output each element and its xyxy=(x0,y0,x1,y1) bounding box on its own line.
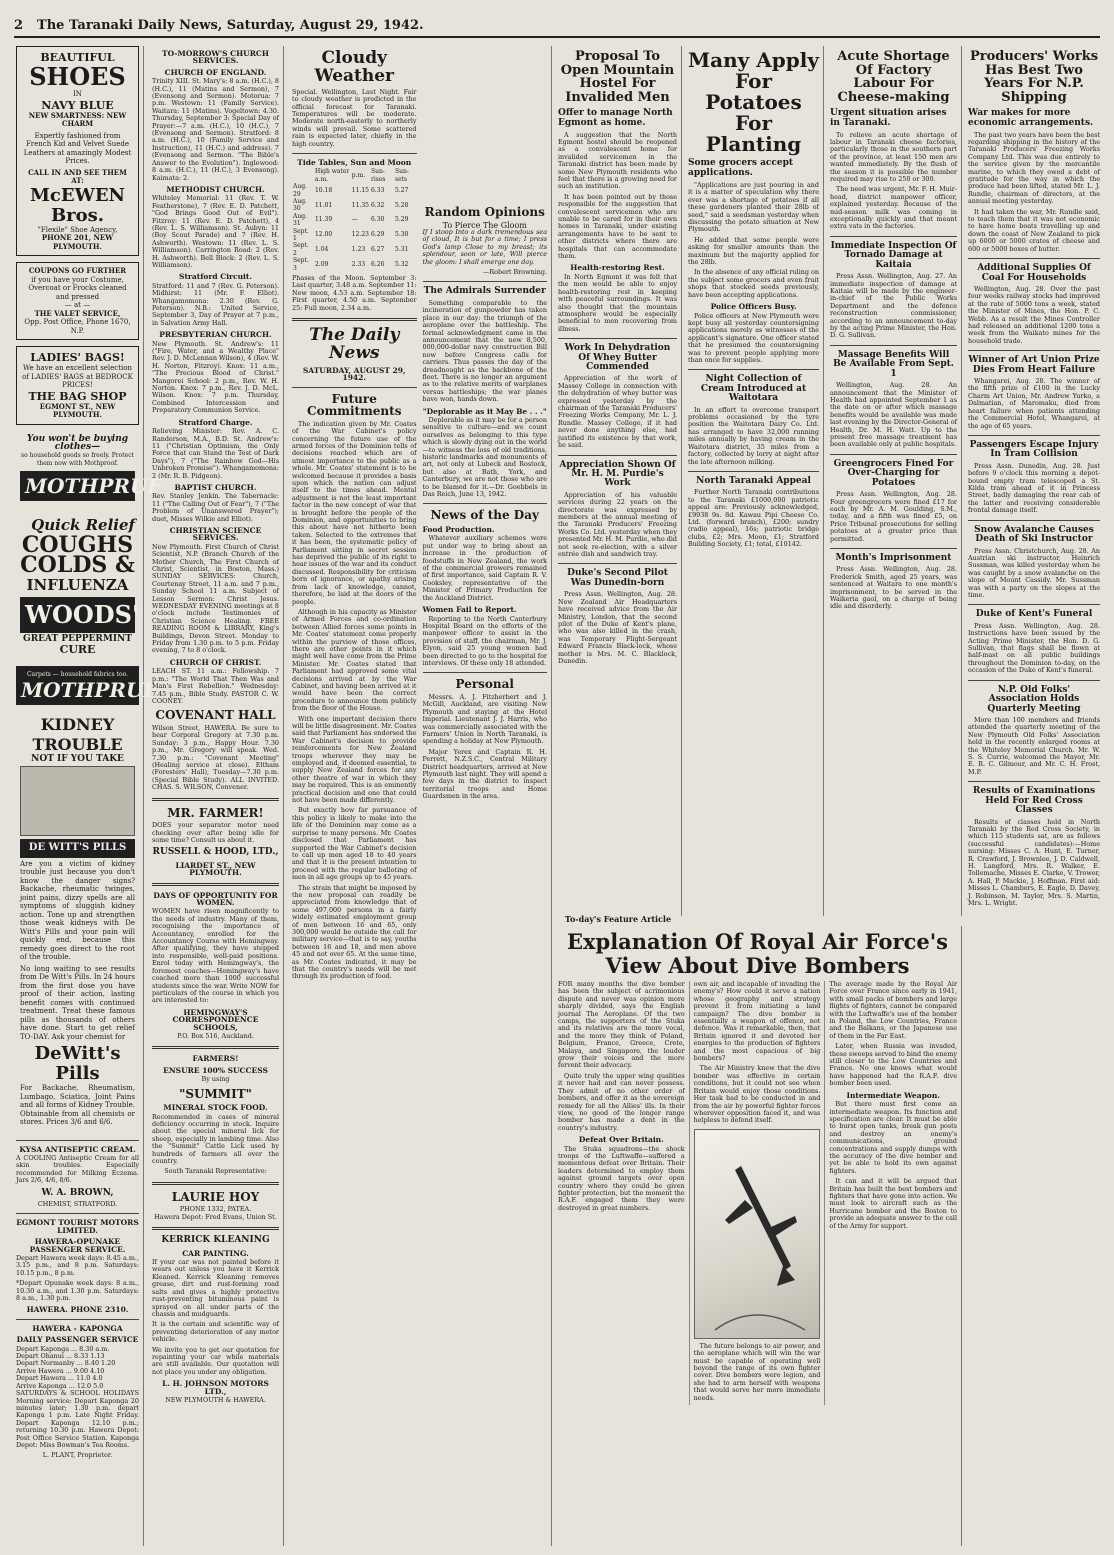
random-opinions-headline: Random Opinions xyxy=(424,205,545,219)
feature-article xyxy=(554,926,962,1546)
tide-header-cell: Sun-sets xyxy=(395,168,409,183)
massage-headline: Massage Benefits Will Be Available From Sept. 1 xyxy=(833,349,954,379)
kaitaia-body: Press Assn. Wellington, Aug. 27. An immediate inspection of damage at Kaitaia will be made by the engineer-in-chief of the Public Works Department and the defence reconstruction commissioner, according to an announcement to-day by the acting Prime Minister, the Hon. D. G. Sullivan. xyxy=(830,272,957,340)
table-row: Sept. 1 12.00 12.23 6.29 5.30 xyxy=(293,227,409,242)
ad-kerrick-body3: We invite you to get our quotation for repainting your car while materials are still available. Our quotation will not place you under any obligation. xyxy=(152,1345,279,1376)
ad-laurie-l2: PHONE 1332, PATEA. xyxy=(179,1205,252,1214)
potatoes-body: In the absence of any official ruling on the subject some grocers and even fruit shops that stocked seeds previously, have been accepting applications. xyxy=(688,268,819,299)
ad-kapo-row: Depart Ohanui ... 8.33 1.13 xyxy=(16,1352,105,1361)
imprisonment-headline: Month's Imprisonment xyxy=(835,552,952,563)
ad-shoes-phone: PHONE 201, NEW PLYMOUTH. xyxy=(41,233,114,251)
table-row: Aug. 29 10.18 11.15 6.33 5.27 xyxy=(293,183,409,198)
table-row: Sept. 3 2.09 2.33 6.26 5.32 xyxy=(293,257,409,272)
feature-body: own air, and incapable of invading the enemy's? How could it serve a nation whose geography and strategy prevent it from initiating a land campaign? The dive bomber is essentially a weapon of offence, not defence. Was it remarkable, then, that Britain ignored it and devoted her energies to the production of fighters and the most capacious of big bombers? xyxy=(693,980,821,1063)
church-section-title: Stratford Charge. xyxy=(178,417,253,427)
tide-header-cell xyxy=(292,168,314,183)
feature-illustration-image xyxy=(694,1129,821,1339)
tide-header-cell: High water a.m. xyxy=(314,168,350,183)
tide-header-cell: p.m. xyxy=(351,172,366,180)
feature-body: The future belongs to air power, and the aeroplane which will win the war must be capable of operating well beyond the range of its own fighter cover. Dive bombers were legion, and she had to arm herself with weapons that would serve her more immediate needs. xyxy=(693,1341,821,1402)
tides-headline: Tide Tables, Sun and Moon xyxy=(297,157,412,167)
hostel-body: It has been pointed out by those responsible for the suggestion that convalescent servicemen who are unable to be cared for in their own homes in Taranaki, under existing arrangements have to be sent to other districts where there are hospitals that can accommodate them. xyxy=(558,192,677,261)
newspaper-nameplate: The Daily News xyxy=(309,325,400,363)
ad-woods-l6: GREAT PEPPERMINT xyxy=(23,633,132,644)
potatoes-subhead: Police Officers Busy. xyxy=(710,302,797,312)
ad-kapo-l2: DAILY PASSENGER SERVICE xyxy=(16,1335,139,1345)
feature-body: It can and it will be argued that Britain has built the best bombers and fighters that have gone into action. We must look to aircraft such as the Hurricane bomber and the Boston to provide an adequate answer to the call of the Army for support. xyxy=(829,1177,958,1230)
funeral-body: Press Assn. Wellington, Aug. 28. Instructions have been issued by the Acting Prime Minister, the Hon. D. G. Sullivan, that flags shall be flown at half-mast on all public buildings throughout the Dominion to-day, on the occasion of the Duke of Kent's funeral. xyxy=(968,621,1100,675)
future-headline: Future Commitments xyxy=(307,391,402,419)
ad-kysa-l1: KYSA ANTISEPTIC CREAM. xyxy=(19,1144,136,1154)
ad-woods-l1: Quick Relief xyxy=(31,515,135,534)
moon-phases: Phases of the Moon. September 3: Last quarter, 3.48 a.m. September 11: New moon, 4.53 a.m. September 18: First quarter, 4.50 a.m. September 25: Full moon, 2.34 a.m. xyxy=(292,274,417,312)
notd-subhead: Food Production. xyxy=(422,525,495,535)
church-section xyxy=(152,186,279,269)
ad-kapo-row: Depart Normanby ... 8.40 1.20 xyxy=(16,1359,116,1368)
ad-kapo-l1: HAWERA - KAPONGA xyxy=(32,1323,123,1333)
news-of-the-day-headline: News of the Day xyxy=(430,508,539,523)
ad-valet-l2: if you have your Costume, Overcoat or Frocks cleaned and pressed xyxy=(28,275,127,301)
ad-dewitt-portrait-image xyxy=(20,766,135,836)
ad-egmont-l4: *Depart Opunake week days: 8 a.m., 10.30 a.m., and 1.30 p.m. Saturdays: 8 a.m., 1.30 p.m. xyxy=(16,1279,139,1303)
ad-egmont-l3: Depart Hawera week days: 8.45 a.m., 3.15 p.m., and 8 p.m. Saturdays: 10.15 p.m., 8 p.m. xyxy=(16,1254,139,1277)
personal-headline: Personal xyxy=(455,677,514,692)
ad-moth2-l1: Carpets — household fabrics too. xyxy=(26,671,129,678)
ad-summit-l5: MINERAL STOCK FOOD. xyxy=(163,1103,268,1113)
coal-body: Wellington, Aug. 28. Over the past four weeks railway stocks had improved at the rate of 5000 tons a week, stated the Minister of Mines, the Hon. P. C. Webb. As a result the Mines Controller had released an additional 1200 tons a week from the Waikato mines for the household trade. xyxy=(968,284,1100,345)
table-row: Sept. 2 1.04 1.23 6.27 5.31 xyxy=(293,242,409,257)
church-section xyxy=(152,659,279,705)
greengrocers-headline: Greengrocers Fined For Over-Charging for Potatoes xyxy=(833,458,954,488)
feature-body: Later, when Russia was invaded, these sweeps served to bind the enemy still closer to the Low Countries and France. No one knows what would have happened had the R.A.F. dive bomber been used. xyxy=(829,1042,958,1088)
works-headline: Producers' Works Has Best Two Years For N.P. Shipping xyxy=(969,49,1099,105)
ad-hemingway-l3: P.O. Box 516, Auckland. xyxy=(177,1031,254,1040)
ad-summit-l2: ENSURE 100% SUCCESS xyxy=(163,1065,268,1075)
ad-dewitt-l1: KIDNEY TROUBLE xyxy=(32,714,123,754)
ad-bag-shop xyxy=(16,346,139,425)
ad-kerrick-l1: KERRICK KLEANING xyxy=(161,1235,270,1246)
admirals-subhead: "Deplorable as it May Be . . ." xyxy=(422,406,547,416)
ad-woods-l3: COLDS & xyxy=(20,551,135,578)
ad-egmont-l2: HAWERA-OPUNAKE PASSENGER SERVICE. xyxy=(29,1237,126,1254)
column-church-services xyxy=(148,46,284,1546)
church-section-body: Whiteley Memorial: 11 (Rev. T. W. Featherstone), 7 (Rev. E. D. Patchett, "God Brings Good Out of Evil"). Fitzroy: 11 (Rev. E. D. Patchett), 4 (Rev. L. S. Williamson). St. Aubyn: 11 (Boy Scout Parade) and 7 (Rev. H. Ashworth). Westown: 11 (Rev. L. S. Williamson). Carrington Road: 2 (Rev. H. Ashworth). Bell Block: 2 (Rev. L. S. Williamson). xyxy=(152,194,279,269)
cheese-body: To relieve an acute shortage of labour in Taranaki cheese factories, particularly those in the southern part of the province, at least 150 men are wanted immediately. By the flush of the season it is possible the number required may rise to 250 or 300. xyxy=(830,130,957,183)
feature-body: But there must first come an intermediate weapon. Its function and specification are clear. It must be able to burst open tanks, break gun posts and destroy an enemy's communications, ground concentrations and supply dumps with the accuracy of the dive bomber and yet be able to hold its own against fighters. xyxy=(829,1100,958,1175)
ad-bags-l4: EGMONT ST., NEW PLYMOUTH. xyxy=(39,401,116,419)
personal-body: Major Yerex and Captain R. H. Perrett, N.Z.S.C., Central Military District headquarters, arrived at New Plymouth last night. They will spend a few days in the district to inspect territorial troops and Home Guardsmen in the area. xyxy=(422,747,547,801)
church-section xyxy=(152,419,279,480)
ad-kerrick-kleaning xyxy=(152,1236,279,1404)
church-section-body: Wilson Street, HAWERA. Be sure to hear Corporal Gregory at 7.30 p.m. Sunday: 3 p.m., Happy Hour. 7.30 p.m., Mr. Gregory will speak. Wed. 7.30 p.m.: "Covenant Meeting" (Healing service at close). Eltham (Foresters' Hall), Tuesday—7.30 p.m. (Special Bible Study). ALL INVITED. CHAS. S. WILSON, Convener. xyxy=(152,723,279,792)
ad-dewitt-body2: No long waiting to see results from De Witt's Pills. In 24 hours from the first dose you have proof of their action, lasting benefit comes with continued treatment. Treat these famous pills as thousands of others have done. Start to get relief TO-DAY. Ask your chemist for xyxy=(20,964,135,1041)
tide-table-header-row xyxy=(292,168,417,183)
ad-laurie-l1: LAURIE HOY xyxy=(171,1189,260,1204)
hostel-body: A suggestion that the North Egmont hostel should be reopened as a convalescent home for invalided servicemen in the Taranaki district has been made by some New Plymouth residents who feel that there is a growing need for such an institution. xyxy=(558,130,677,191)
church-section-body: Trinity XIII. St. Mary's: 8 a.m. (H.C.), 8 (H.C.), 11 (Matins and Sermon), 7 (Evensong and Sermon). Motorua: 7 p.m. Westown: 11 (Family Service). Waitara: 11 (Matins). Vogeltown: 4.30. Thursday, September 3: Special Day of Prayer:—7 a.m. (H.C.), 10 (H.C.), 7 (Evensong and Sermon). Stratford: 8 a.m. (H.C.), 10 (Family Service and Instruction), 11 (H.C.) and address). 7 (Evensong and Sermon. "The Bible's Answer to the Evolution"). Inglewood: 8 a.m. (H.C.), 11 (H.C.), 3 Evensong). Kaimata: 2. xyxy=(152,77,279,182)
art-union-headline: Winner of Art Union Prize Dies From Heart Failure xyxy=(968,355,1100,375)
ad-dewitt-l3: DE WITT'S PILLS xyxy=(28,842,127,853)
ad-shoes-call: CALL IN AND SEE THEM AT: xyxy=(28,167,127,185)
ad-kapo-row: Depart Hawera ... 11.0 4.0 xyxy=(16,1374,103,1383)
weather-body: Special. Wellington, Last Night. Fair to cloudy weather is predicted in the official forecast for Taranaki. Temperatures will be moderate. Moderate north-easterly to northerly winds will prevail. Some scattered rain is expected later, chiefly in the high country. xyxy=(292,87,417,148)
potatoes-headline: Many Apply For Potatoes For Planting xyxy=(688,48,819,156)
ad-woods-l7: CURE xyxy=(59,643,96,656)
church-section-body: Relieving Minister: Rev. A. C. Randerson, M.A., B.D. St. Andrew's: 11 ("Christian Optimism, the Only Force that can Stand the Test of Dark Days"), 7 ("The Rainbow God—His Unbroken Promise"). Whangamomona: 2 (Mr. R. B. Pidgeon). xyxy=(152,427,279,480)
appeal-headline: North Taranaki Appeal xyxy=(696,475,811,486)
duke-pilot-body: Press Assn. Wellington, Aug. 28. New Zealand Air Headquarters have received advice from the Air Ministry, London, that the second pilot of the Duke of Kent's plane, who was also killed in the crash, was Temporary Flight-Sergeant Edward Francis Black-lock, whose mother is Mrs. M. C. Blacklock, Dunedin. xyxy=(558,590,677,665)
imprisonment-body: Press Assn. Wellington, Aug. 28. Frederick Smith, aged 25 years, was sentenced at Waitara to one month's imprisonment, to be served in the Waikeria gaol, on a charge of being idle and disorderly. xyxy=(830,565,957,611)
ad-egmont-motors xyxy=(16,1219,139,1313)
ad-shoes-body: Expertly fashioned from French Kid and Velvet Suede Leathers at amazingly Modest Prices. xyxy=(23,131,132,165)
old-folks-headline: N.P. Old Folks' Association Holds Quarterly Meeting xyxy=(987,684,1081,714)
ad-moth1-logo xyxy=(20,471,162,501)
kaitaia-headline: Immediate Inspection Of Tornado Damage at Kaitaia xyxy=(830,240,957,270)
feature-column xyxy=(690,981,826,1405)
column-advertisements xyxy=(12,46,162,1546)
tram-headline: Passengers Escape Injury In Tram Collision xyxy=(969,439,1099,460)
works-deck: War makes for more economic arrangements. xyxy=(968,107,1094,128)
cheese-body: The need was urgent, Mr. F. H. Muir-head, district manpower officer, explained yesterday. Because of the mid-season milk was coming in exceptionally quickly and that meant extra vats in the factories. xyxy=(830,185,957,231)
ad-summit-l3: By using xyxy=(201,1075,230,1084)
hostel-headline: Proposal To Open Mountain Hostel For Invalided Men xyxy=(560,49,675,105)
feature-article-label: To-day's Feature Article xyxy=(564,914,672,924)
art-union-body: Whangarei, Aug. 28. The winner of the fifth prize of £100 in the Lucky Charm Art Union, Mr. Andrew Yurko, a Dalmatian, of Maromaku, died from heart failure when patients attending the Commercial Hotel, Whangarei, at the age of 65 years. xyxy=(968,377,1100,430)
ad-shoes-l3: IN xyxy=(73,90,82,98)
ad-kerrick-body: If your car was not painted before it wears out unless you have it Kerrick Kleaned. Kerrick Kleaning removes grease, dirt and rust-forming road salts and gives a highly protective rust-preventing bituminous paint is sprayed on all under parts of the chassis and mudguards. xyxy=(152,1258,279,1318)
column-potatoes xyxy=(684,46,824,916)
church-section-title: CHURCH OF ENGLAND. xyxy=(164,67,267,77)
ad-kapo-l3: SATURDAYS & SCHOOL HOLIDAYS Morning service: Depart Kaponga 20 minutes later; 1.30 p.m. depart Kaponga 1 p.m. Late Night Friday. Depart Kaponga 12.10 p.m.; returning 10.30 p.m. Hawera Depot: Post Office Service Station. Kaponga Depot: Miss Bowman's Tea Rooms. xyxy=(16,1389,139,1449)
tide-table xyxy=(292,168,417,272)
avalanche-body: Press Assn. Christchurch, Aug. 28. An Austrian ski instructor, Heinrich Sussman, was killed yesterday when he was caught by a snow avalanche on the slope of Mount Cassidy. Mr. Sussman was with a party on the slopes at the time. xyxy=(968,546,1100,599)
red-cross-body: Results of classes held in North Taranaki by the Red Cross Society, in which 115 students sat, are as follows (successful candidates):—Home nursing: Misses C. A. Hunt, E. Turner, R. Crawford, J. Brownlee, J. D. Caldwell, H. Langford, Mrs. R. Walker, E. Tollemache, Misses E. Clarke, V. Trower, A. Hall, P. Mackie, J. Hoffman. First aid: Misses L. Chambers, E. Eagle, D. Davey, J. Robinson, M. Taylor, Mrs. S. Martin, Mrs. L. Wright. xyxy=(968,817,1100,907)
feature-subhead: Defeat Over Britain. xyxy=(578,1135,664,1145)
church-section-title: CHRISTIAN SCIENCE SERVICES. xyxy=(169,525,262,543)
ad-hawera-kaponga xyxy=(16,1325,139,1460)
ad-shoes-l4: NAVY BLUE xyxy=(41,98,114,112)
ad-moth2-l2: MOTHPRUF xyxy=(21,677,158,702)
cheese-deck: Urgent situation arises in Taranaki. xyxy=(830,107,947,128)
feature-body: FOR many months the dive bomber has been the subject of acrimonious dispute and never was opinion more sharply divided, says the English journal The Aeroplane. Of the two camps, the supporters of the Stuka and its relatives are the more vocal, and the more they think of Poland, Belgium, France, Greece, Crete, Malaya, and Singapore, the louder grow their voices and the more fervent their advocacy. xyxy=(558,980,685,1070)
masthead-title: The Taranaki Daily News, Saturday, August 29, 1942. xyxy=(37,18,424,33)
ad-dewitt-name: DeWitt's Pills xyxy=(34,1043,121,1084)
future-body: Although in his capacity as Minister of Armed Forces and co-ordination between Allied forces some points in Mr. Coates' statement come properly within the purview of those offices, there are other points in it which might well have come from the Prime Minister. Mr. Coates stated that Parliament had approved some vital decisions arrived at by the War Cabinet, and having been arrived at it would have been the correct procedure to announce them publicly from the floor of the House. xyxy=(292,607,417,713)
ad-woods-l2: COUGHS xyxy=(21,531,134,558)
coal-headline: Additional Supplies Of Coal For Households xyxy=(977,263,1091,283)
ad-russell-hood xyxy=(152,807,279,877)
ad-mothpruf-1 xyxy=(16,431,162,505)
church-services-heading: TO-MORROW'S CHURCH SERVICES. xyxy=(162,49,269,66)
ad-hemingway-body: WOMEN have risen magnificently to the needs of industry. Many of them, recognising the importance of Accountancy, enrolled for the Accountancy Course with Hemingway. After qualifying, they have stepped into responsible, well-paid positions. Enrol today with Hemingway's, the foremost coaches—Hemingway's have coached more than 1000 successful students since the war. Write NOW for particulars of the course in which you are interested to: xyxy=(152,907,279,1005)
church-section-title: BAPTIST CHURCH. xyxy=(174,482,257,492)
potatoes-body: Police officers at New Plymouth were kept busy all yesterday countersigning applications merely as witnesses of the applicant's signature. One officer stated that he presumed the countersigning was to prevent people applying more than once for supplies. xyxy=(688,311,819,364)
ad-woods-l5: WOODS' xyxy=(25,599,140,629)
ad-kysa-l2: A COOLING Antiseptic Cream for all skin troubles. Especially recommended for Milking Eczema. Jars 2/6, 4/6, 8/6. xyxy=(16,1153,139,1185)
tide-header-cell: Sun-rises xyxy=(370,168,386,183)
feature-body: The Stuka squadrons—the shock troops of the Luftwaffe—suffered a momentous defeat over Britain. Their leaders determined to employ them against ground targets over open country where they could be given fighter protection, but the moment the R.A.F. engaged them they were destroyed in great numbers. xyxy=(558,1144,685,1212)
church-section-body: New Plymouth. First Church of Christ Scientist, N.P. (Branch Church of the Mother Church, The First Church of Christ, Scientist, in Boston, Mass.) SUNDAY SERVICES: Church, Courtenay Street, 11 a.m. and 7 p.m., Sunday School 11 a.m. Subject of Lesson Sermon: Christ Jesus. WEDNESDAY EVENING meetings at 8 o'clock include Testimonies of Christian Science Healing. FREE READING ROOM & LIBRARY, King's Buildings, Devon Street. Monday to Friday from 1.30 p.m. to 5 p.m. Friday evening, 7 to 8 o'clock. xyxy=(152,542,279,655)
notd-body: Reporting to the North Canterbury Hospital Board on the efforts of the manpower officer to assist in the provision of staff, the chairman, Mr. J. Elyon, said 25 young women had been directed to go to the hospital for interviews. Of these only 18 attended. xyxy=(422,614,547,667)
ad-kapo-row: Depart Kaponga ... 8.30 a.m. xyxy=(16,1344,110,1353)
table-row: Aug. 30 11.01 11.35 6.32 5.28 xyxy=(293,197,409,213)
ad-shoes-l5: NEW SMARTNESS: NEW CHARM xyxy=(28,110,127,128)
butter-body: Appreciation of the work of Massey College in connection with the dehydration of whey butter was expressed yesterday by the chairman of the Taranaki Producers' Freezing Works Company, Mr. L. J. Rundle. Massey College, if it had never done anything else, had justified its existence by that work, he said. xyxy=(558,374,677,450)
future-body: The indication given by Mr. Coates of the War Cabinet's policy concerning the future use of the armed forces of the Dominion tells of decisions reached which are of utmost importance to the public as a whole. Mr. Coates' statement is to be welcomed because it provides a basis upon which the nation can adjust itself to the times ahead. Mental adjustment is not the least important factor in the new concept of war that is brought before the people of the Dominion, and opportunities to bring this about have not hitherto been taken. Selected to the extremes that it has been, the systematic policy of Parliament sitting in secret session has deprived the public of its right to hear issues of the war and its conduct discussed. Responsibility for criticism born of ignorance, or apathy arising from lack of knowledge, cannot, therefore, be laid at the doors of the people. xyxy=(292,419,417,606)
ad-dewitt-body: Are you a victim of kidney trouble just because you don't know the danger signs? Backache, rheumatic twinges, joint pains, dizzy spells are all symptoms of sluggish kidney action. Tone up and strengthen those weak kidneys with De Witt's Pills and your pain will quickly end, because this remedy goes direct to the root of the trouble. xyxy=(20,859,135,961)
works-body: The past two years have been the best regarding shipping in the history of the Taranaki Producers' Freezing Works Company Ltd. This was due entirely to the service given by the mercantile marine, to which they owed a debt of gratitude for the way in which the produce had been lifted, stated Mr. L. J. Rundle, chairman of directors, at the annual meeting yesterday. xyxy=(968,130,1100,206)
ad-dewitt-banner xyxy=(20,839,135,858)
ad-woods-peppermint xyxy=(16,511,139,661)
potatoes-body: "Applications are just pouring in and it is a matter of speculation why there ever was a shortage of potatoes if all these gardeners planted their 28lb of seed," said a seedsman yesterday when discussing the potato situation at New Plymouth. xyxy=(688,181,819,234)
table-row: Aug. 31 11.39 — 6.30 5.29 xyxy=(293,212,409,228)
ad-woods-l4: INFLUENZA xyxy=(26,575,129,594)
avalanche-headline: Snow Avalanche Causes Death of Ski Instructor xyxy=(974,524,1094,545)
tram-body: Press Assn. Dunedin, Aug. 28. Just before 9 o'clock this morning a depot-bound empty tram telescoped a St. Kilda tram ahead of it in Princess Street, badly damaging the rear cab of the latter and receiving considerable frontal damage itself. xyxy=(968,461,1100,515)
duke-pilot-headline: Duke's Second Pilot Was Dunedin-born xyxy=(567,568,668,588)
ad-moth1-l3: MOTHPRUF xyxy=(25,473,162,498)
ad-valet-l4: THE VALET SERVICE, xyxy=(34,308,121,318)
dive-bomber-icon xyxy=(695,1130,821,1338)
ad-mcewen-shoes xyxy=(16,46,139,256)
ad-dewitt-l2: NOT IF YOU TAKE xyxy=(31,753,124,764)
massage-body: Wellington, Aug. 28. An announcement that the Minister of Health had appointed September 1 as the date on or after which massage benefits would be available was made last evening by the Director-General of Health, Dr. M. H. Watt. Up to the present free massage treatment has been available only at public hospitals. xyxy=(830,381,957,449)
ad-kerrick-firm: L. H. JOHNSON MOTORS LTD., xyxy=(162,1379,269,1396)
ad-laurie-l3: Hawera Depot: Fred Evans, Union St. xyxy=(154,1212,277,1221)
ad-farmer-l1: MR. FARMER! xyxy=(167,805,264,820)
cream-headline: Night Collection of Cream Introduced at Waitotara xyxy=(700,374,807,404)
random-opinions-sub: To Pierce The Gloom xyxy=(442,220,527,230)
ad-kysa-cream xyxy=(16,1146,139,1209)
ad-shoes-l1: BEAUTIFUL xyxy=(40,51,115,64)
potatoes-deck: Some grocers accept applications. xyxy=(688,158,794,178)
church-section xyxy=(152,273,279,327)
church-section xyxy=(152,527,279,655)
ad-laurie-hoy xyxy=(152,1191,279,1221)
masthead xyxy=(14,8,1100,38)
column-hostel-news xyxy=(554,46,682,916)
ad-farmer-l2: DOES your separator motor need checking over after being idle for some time? Consult us about it. xyxy=(152,821,279,844)
ad-summit-l1: FARMERS! xyxy=(192,1054,239,1064)
future-body: The strain that might be imposed by the new proposal can readily be appreciated from knowledge that of some 497,000 persons in a fairly widely estimated employment group of men between 16 and 65, only 300,000 would be outside the call for military service—that is to say, youths between 16 and 18, and men above 45 and not over 65. At the same time, as Mr. Coates indicated, it may be that the country's needs will be met through its production of food. xyxy=(292,883,417,981)
ad-moth1-l2: so household goods so freely. Protect them now with Mothproof. xyxy=(21,451,134,467)
admirals-headline: The Admirals Surrender xyxy=(423,286,546,297)
admirals-body: Deplorable as it may be for a person sensitive to culture—and we count ourselves as belonging to this type which is slowly dying out in the world—to witness the loss of old traditions, historic landmarks and monuments of art, not only at Lubeck and Rostock, but also at Bath, York, and Canterbury, we are not those who are to be blamed for it.—Dr. Goebbels in Das Reich, June 13, 1942. xyxy=(422,415,547,499)
ad-kerrick-body2: It is the certain and scientific way of preventing deterioration of any motor vehicle. xyxy=(152,1320,279,1344)
purdie-headline: Appreciation Shown Of Mr. H. M. Purdie's Work xyxy=(559,459,676,489)
ad-shoes-tag: "Flexile" Shoe Agency, xyxy=(37,225,118,234)
ad-farmer-l3: RUSSELL & HOOD, LTD., xyxy=(152,847,279,858)
ad-kysa-l3: W. A. BROWN, xyxy=(41,1187,114,1198)
ad-hemingway-l1: DAYS OF OPPORTUNITY FOR WOMEN. xyxy=(153,890,278,908)
church-section xyxy=(152,331,279,414)
ad-valet-l5: Opp. Post Office, Phone 1670, N.P. xyxy=(24,318,131,335)
church-section-body: LEACH ST. 11 a.m.: Fellowship. 7 p.m.: "The World That Then Was and Man's First Rebellion." Wednesday: 7.45 p.m., Bible Study. PASTOR C. W. COONEY. xyxy=(152,667,279,705)
ad-summit xyxy=(152,1055,279,1175)
church-section-title: COVENANT HALL xyxy=(155,708,276,723)
page-number: 2 xyxy=(14,18,24,33)
ad-shoes-firm: McEWEN Bros. xyxy=(30,184,125,226)
ad-egmont-l5: HAWERA. PHONE 2310. xyxy=(26,1305,129,1315)
hostel-subhead: Health-restoring Rest. xyxy=(570,263,665,273)
admirals-body: Something comparable to the incineration of gunpowder has taken place in our day: the triumph of the aeroplane over the battleship. The formal acknowledgment came in the announcement that the new 8,500, 000,000-dollar navy construction Bill now before Congress calls for carriers. Thus passes the day of the dreadnought as the backbone of the fleet. There is no longer an argument as to the relative merits of warplanes versus battleships; the war planes have won, hands down. xyxy=(422,298,547,404)
ad-bags-l3: THE BAG SHOP xyxy=(28,389,127,403)
church-section-title: CHURCH OF CHRIST. xyxy=(169,657,262,667)
church-section-title: METHODIST CHURCH. xyxy=(166,184,265,194)
ad-summit-l7: South Taranaki Representative: xyxy=(164,1167,267,1176)
random-opinions-author: —Robert Browning. xyxy=(482,268,547,277)
ad-summit-l6: Recommended in cases of mineral deficiency occurring in stock. Inquire about the special mineral lick for sheep, especially in lambing time. Also the "Summit" Cattle Lick used by hundreds of farmers all over the country. xyxy=(152,1112,279,1165)
church-section xyxy=(152,69,279,182)
feature-column xyxy=(825,981,961,1405)
potatoes-body: He added that some people were asking for smaller amounts than the maximum but the majority applied for the 28lb. xyxy=(688,235,819,267)
notd-subhead: Women Fail to Report. xyxy=(422,605,517,615)
feature-column xyxy=(554,981,690,1405)
church-section-body: Stratford: 11 and 7 (Rev. G. Peterson). Midhirst: 11 (Mr. F. Elliot). Whangamomona: 2.30 (Rev. G. Peterson). N.B.: United Service, September 3, Day of Prayer at 7 p.m., in Salvation Army Hall. xyxy=(152,281,279,327)
old-folks-body: More than 100 members and friends attended the quarterly meeting of the New Plymouth Old Folks' Association held in the recently enlarged rooms at the Whiteley Memorial Church. Mr. W. S. S. Currie, welcomed the Mayor, Mr. E. R. C. Gilmour, and Mr. C. H. Frost, M.P. xyxy=(968,715,1100,776)
appeal-body: Further North Taranaki contributions to the Taranaki £1000,000 patriotic appeal are: Previously acknowledged, £9938 9s. 8d. Kawau Pipi Cheese Co. Ltd. (forward branch), £200; sundry (radio appeal), 16s; patriotic bridge clubs, £2; Mrs. Moon, £1; Stratford Building Society, £1; total, £10142. xyxy=(688,488,819,549)
ad-kapo-l4: L. PLANT, Proprietor. xyxy=(42,1451,113,1460)
personal-body: Messrs. A. J. Fitzherbert and J. McGill, Auckland, are visiting New Plymouth and staying at the Hotel Imperial. Lieutenant J. J. Harris, who was commercially associated with the Farmers' Union in North Taranaki, is spending a holiday at New Plymouth. xyxy=(422,692,547,746)
funeral-headline: Duke of Kent's Funeral xyxy=(975,609,1093,620)
ad-egmont-l1: EGMONT TOURIST MOTORS LIMITED. xyxy=(16,1218,139,1235)
ad-kapo-row: Arrive Hawera ... 9.00 4.10 xyxy=(16,1366,105,1375)
butter-headline: Work In Dehydration Of Whey Butter Commended xyxy=(564,343,671,372)
weather-headline: Cloudy Weather xyxy=(314,48,395,86)
church-section-title: PRESBYTERIAN CHURCH. xyxy=(159,330,272,340)
church-section-title: Stratford Circuit. xyxy=(179,272,252,282)
ad-hemingway-l2: HEMINGWAY'S CORRESPONDENCE SCHOOLS, xyxy=(172,1007,259,1032)
church-section xyxy=(152,484,279,523)
feature-headline: Explanation Of Royal Air Force's View About Dive Bombers xyxy=(566,929,948,978)
ad-mothpruf-2 xyxy=(16,666,158,705)
ad-woods-logo xyxy=(20,597,140,633)
ad-summit-l4: "SUMMIT" xyxy=(179,1086,252,1101)
red-cross-headline: Results of Examinations Held For Red Cross Classes xyxy=(972,786,1096,816)
ad-dewitts-pills xyxy=(16,711,139,1134)
column-editorial xyxy=(288,46,552,1546)
ad-dewitt-tag: For Backache, Rheumatism, Lumbago, Sciatica, Joint Pains and all forms of Kidney Trouble. Obtainable from all chemists or stores. Prices 3/6 and 6/6. xyxy=(20,1084,135,1126)
church-section-body: Rev. Stanley Jenkin. The Tabernacle: 11 ("The Calling Out of Fear"), 7 ("The Problem of Unanswered Prayer"); duet, Misses Wilkie and Elliot). xyxy=(152,492,279,523)
ad-hemingway xyxy=(152,892,279,1041)
ad-moth1-l1: You won't be buying clothes— xyxy=(26,433,129,452)
cheese-headline: Acute Shortage Of Factory Labour For Cheese-making xyxy=(837,49,950,105)
purdie-body: Appreciation of his valuable services during 22 years on the directorate was expressed by members at the annual meeting of the Taranaki Producers' Freezing Works Co. Ltd. yesterday when they presented Mr. H. M. Purdie, who did not seek re-election, with a silver entrée dish and sandwich tray. xyxy=(558,490,677,559)
greengrocers-body: Press Assn. Wellington, Aug. 28. Four greengrocers were fined £17 for each by Mr. A. M. Goulding, S.M., today, and a fifth was fined £5, on Price Tribunal prosecutions for selling potatoes at a greater price than permitted. xyxy=(830,490,957,543)
hostel-body: In North Egmont it was felt that the men would be able to enjoy health-restoring rest in keeping with peaceful surroundings. It was also thought that the mountain atmosphere would be especially beneficial to men recovering from illness. xyxy=(558,272,677,333)
editorial-dateline: SATURDAY, AUGUST 29, 1942. xyxy=(302,365,406,383)
church-section xyxy=(152,709,279,791)
future-body: But exactly how far pursuance of this policy is likely to make into the life of the Dominion may come as a surprise to many persons. Mr. Coates disclosed that Parliament has supported the War Cabinet's decision to call up men aged 18 to 40 years and that it is the present intention to proceed with the regular balloting of men in all age groups up to 45 years. xyxy=(292,806,417,882)
ad-kerrick-l2: CAR PAINTING. xyxy=(182,1248,249,1258)
church-section-body: New Plymouth. St. Andrew's: 11 ("Fire, Water, and a Wealthy Place" Rev. J. D. McLennan Wilson), 4 (Rev. W. H. Norton, Fitzroy). Knox: 11 a.m., "The Precious Blood of Christ." Mangorei School: 2 p.m., Rev. W. H. Norton. Knox: 7 p.m., Rev. J. D. McL. Wilson. Knox: 7 p.m. Thursday, Combined Intercession and Preparatory Communion Service. xyxy=(152,339,279,415)
feature-body: The Air Ministry knew that the dive bomber was effective in certain conditions, but it could not see when Britain would enjoy those conditions. Her task had to be conducted in and from the air by powerful fighter forces wherever opposition faced it, and was helpless to defend itself. xyxy=(693,1064,821,1125)
ad-farmer-l4: LIARDET ST., NEW PLYMOUTH. xyxy=(175,860,256,878)
future-body: With one important decision there will be little disagreement. Mr. Coates said that Parliament has endorsed the War Cabinet's decision to provide reinforcements for New Zealand troops wherever they may be employed and, if deemed essential, to supply New Zealand forces for any other theatre of war in which they may be required. This is an eminently practical decision and one that could not have been made differently. xyxy=(292,714,417,805)
ad-bags-l2: We have an excellent selection of LADIES' BAGS at BEDROCK PRICES! xyxy=(22,364,133,389)
ad-valet-l1: COUPONS GO FURTHER xyxy=(28,266,127,275)
hostel-deck: Offer to manage North Egmont as home. xyxy=(558,107,673,128)
feature-subhead: Intermediate Weapon. xyxy=(846,1090,940,1100)
works-body: It had taken the war, Mr. Rundle said, to teach them that it was not economic to have home boats travelling up and down the coast of New Zealand to pick up 6000 or 5000 crates of cheese and 600 or 5000 boxes of butter. xyxy=(968,207,1100,253)
ad-kerrick-addr: NEW PLYMOUTH & HAWERA. xyxy=(165,1395,266,1404)
cream-body: In an effort to overcome transport problems occasioned by the tyre position the Waitotara Dairy Co. Ltd. has arranged to have 32,000 running miles annually by having cream in the Waitotara district, 35 miles from a factory, collected by lorry at night after the late afternoon milking. xyxy=(688,405,819,466)
ad-kysa-l4: CHEMIST, STRATFORD. xyxy=(37,1199,118,1208)
ad-bags-l1: LADIES' BAGS! xyxy=(30,351,125,364)
ad-valet-service xyxy=(16,262,139,340)
ad-shoes-l2: SHOES xyxy=(29,62,126,91)
random-opinions-poem: If I stoop Into a dark tremendous sea of cloud, It is but for a time; I press God's lamp Close to my breast; its splendour, soon or late, Will pierce the gloom: I shall emerge one day. xyxy=(422,228,547,266)
column-producers-works xyxy=(964,46,1104,1546)
ad-valet-l3: — at — xyxy=(64,301,91,309)
feature-body: The average made by the Royal Air Force over France since early in 1941, with small packs of bombers and large flights of fighters, cannot be compared with the Luftwaffe's use of the bomber in Poland, the Low Countries, France and the Balkans, or the Japanese use of them in the Far East. xyxy=(829,980,958,1040)
feature-body: Quite truly the upper wing qualities it never had and can never possess. They admit of no other order of bombers, and offer it as the sovereign remedy for all the Allies' ills. In their view, no good of the longer range bomber has made a dent in the country's industry. xyxy=(558,1071,685,1132)
column-cheese-labour xyxy=(826,46,962,916)
ad-kapo-row: Arrive Kaponga ... 12.0 5.0 xyxy=(16,1381,104,1390)
notd-body: Whatever auxiliary schemes were put under way to bring about an increase in the production of foodstuffs in New Zealand, the work of the commercial growers remained of first importance, said Captain R. V. Cooksley, representative of the Minister of Primary Production for the Auckland District. xyxy=(422,534,547,602)
